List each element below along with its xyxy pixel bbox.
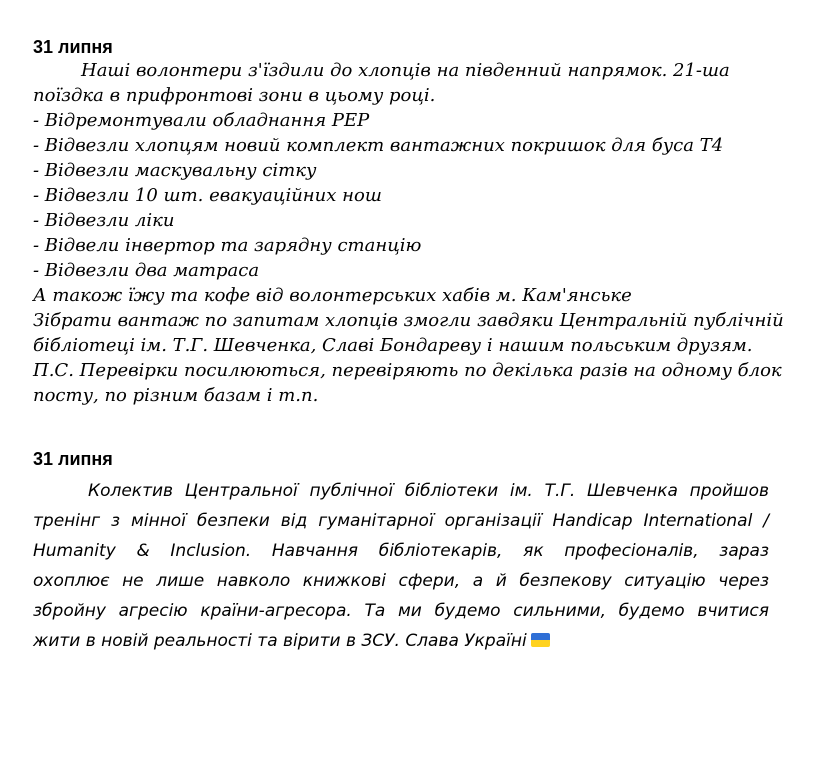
entry-list-item: - Відвезли маскувальну сітку: [33, 160, 317, 181]
flag-blue-stripe: [531, 633, 550, 640]
entry-line: поїздка в прифронтові зони в цьому році.: [33, 85, 436, 106]
entry-line: Наші волонтери з'їздили до хлопців на південний напрямок. 21-ша: [81, 60, 730, 81]
entry-body: [33, 58, 793, 408]
entry-line: Зібрати вантаж по запитам хлопців змогли завдяки Центральній публічній: [33, 310, 784, 331]
entry-line: бібліотеці ім. Т.Г. Шевченка, Славі Бондареву і нашим польським друзям.: [33, 335, 753, 356]
entry-list-item: - Відвезли ліки: [33, 210, 175, 231]
entry-list-item: - Відремонтували обладнання РЕР: [33, 110, 370, 131]
flag-yellow-stripe: [531, 640, 550, 647]
entry-line-last: [33, 626, 769, 656]
entry-date: 31 липня: [33, 449, 113, 469]
entry-line: Колектив Центральної публічної бібліотеки ім. Т.Г. Шевченка пройшов: [88, 481, 769, 501]
entry-list-item: - Відвели інвертор та зарядну станцію: [33, 235, 422, 256]
entry-line: А також їжу та кофе від волонтерських хабів м. Кам'янське: [33, 285, 632, 306]
entry-line: тренінг з мінної безпеки від гуманітарної організації Handicap International /: [33, 511, 769, 531]
entry-line: збройну агресію країни-агресора. Та ми будемо сильними, будемо вчитися: [33, 601, 769, 621]
ukraine-flag-icon: [531, 633, 550, 647]
entry-line: охоплює не лише навколо книжкові сфери, а й безпекову ситуацію через: [33, 571, 769, 591]
entry-line: посту, по різним базам і т.п.: [33, 385, 319, 406]
entry-line: Humanity & Inclusion. Навчання бібліотекарів, як професіоналів, зараз: [33, 541, 769, 561]
entry-list-item: - Відвезли 10 шт. евакуаційних нош: [33, 185, 382, 206]
entry-body: [33, 476, 769, 656]
entry-date: 31 липня: [33, 37, 113, 57]
entry-line: П.С. Перевірки посилюються, перевіряють по декілька разів на одному блок: [33, 360, 782, 381]
entry-list-item: - Відвезли два матраса: [33, 260, 260, 281]
entry-line-text: жити в новій реальності та вірити в ЗСУ. Слава Україні: [33, 631, 527, 651]
entry-list-item: - Відвезли хлопцям новий комплект вантажних покришок для буса Т4: [33, 135, 724, 156]
